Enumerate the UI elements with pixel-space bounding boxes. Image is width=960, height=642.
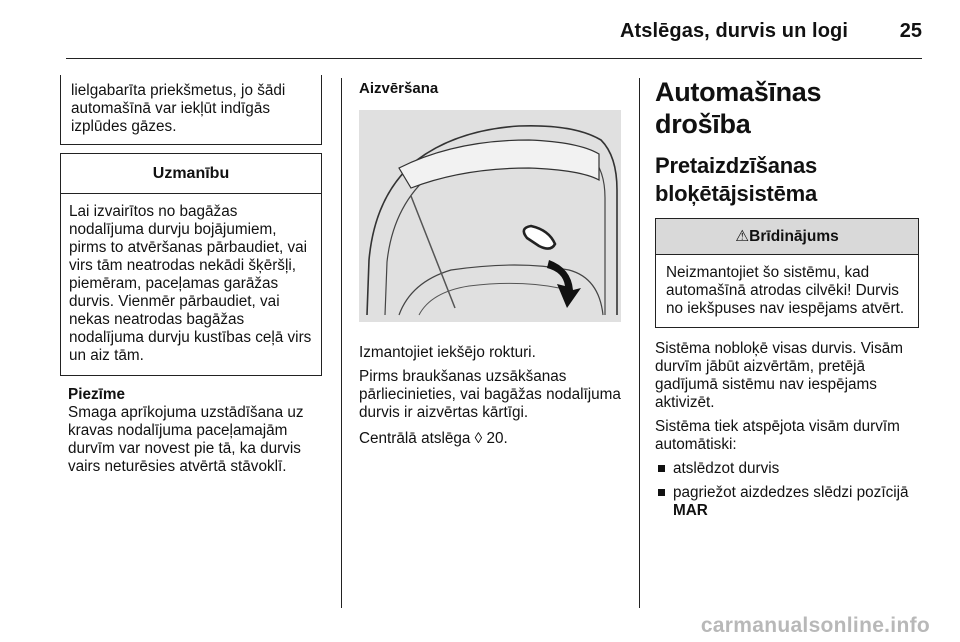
list-item (655, 484, 919, 520)
subsection-title (655, 152, 919, 208)
column-3 (655, 76, 919, 526)
page-ref-number: 20. (486, 430, 508, 447)
security-para-2: Sistēma tiek atspējota visām durvīm automātiski: (655, 418, 900, 453)
closing-para-2: Pirms braukšanas uzsākšanas pārliecinieties, vai bagāžas nodalījuma durvis ir aizvērtas kārtīgi. (359, 368, 621, 421)
warning-icon: ⚠ (735, 228, 750, 245)
bullet-square-icon (658, 489, 665, 496)
header-divider (66, 58, 922, 59)
section-title: Automašīnas drošība (655, 77, 822, 139)
column-1 (60, 75, 322, 476)
bullet-square-icon (658, 465, 665, 472)
warning-header (656, 219, 918, 255)
watermark-text: carmanualsonline.info (700, 614, 930, 637)
tailgate-illustration (359, 110, 621, 322)
continued-text-box (60, 75, 322, 145)
subsection-title-line-2: bloķētājsistēma (655, 181, 818, 206)
column-2 (359, 80, 623, 448)
caution-box (60, 153, 322, 376)
warning-text: Neizmantojiet šo sistēmu, kad automašīnā atrodas cilvēki! Durvis no iekšpuses nav iespējams atvērt. (666, 264, 905, 317)
page-number: 25 (899, 20, 922, 42)
caution-title: Uzmanību (61, 154, 321, 194)
security-para-1: Sistēma nobloķē visas durvis. Visām durvīm jābūt aizvērtām, pretējā gadījumā sistēmu nav iespējams aktivizēt. (655, 340, 903, 411)
closing-subhead: Aizvēršana (359, 80, 439, 97)
note-text: Smaga aprīkojuma uzstādīšana uz kravas nodalījuma paceļamajām durvīm var novest pie tā, ka durvis vairs neturēsies atvērtā stāvoklī. (68, 404, 304, 475)
central-lock-text: Centrālā atslēga (359, 430, 471, 447)
subsection-title-line-1: Pretaizdzīšanas (655, 153, 818, 178)
list-item-text: pagriežot aizdedzes slēdzi pozīcijā (673, 484, 909, 501)
list-item-bold-text: MAR (673, 502, 708, 519)
warning-box (655, 218, 919, 328)
caution-text: Lai izvairītos no bagāžas nodalījuma durvju bojājumiem, pirms to atvēršanas pārbaudiet, vai virs tām neatrodas nekādi šķēršļi, piemēram, paceļamas garāžas durvis. Vienmēr pārbaudiet, vai nekas neatrodas bagāžas nodalījuma durvju kustības ceļā virs un aiz tām. (69, 203, 312, 364)
column-divider-2 (639, 78, 640, 608)
note-block (60, 386, 322, 476)
list-item-text: atslēdzot durvis (673, 460, 780, 477)
list-item (655, 460, 919, 478)
column-divider-1 (341, 78, 342, 608)
page-ref-icon: ◊ (474, 430, 483, 447)
closing-para-1: Izmantojiet iekšējo rokturi. (359, 344, 536, 361)
tailgate-drawing (359, 110, 621, 322)
warning-title: Brīdinājums (749, 228, 839, 245)
page-header-title: Atslēgas, durvis un logi (620, 20, 848, 42)
note-title: Piezīme (68, 386, 125, 403)
continued-text: lielgabarīta priekšmetus, jo šādi automašīnā var iekļūt indīgās izplūdes gāzes. (71, 82, 286, 135)
deactivation-list (655, 460, 919, 520)
closing-para-3 (359, 430, 623, 448)
